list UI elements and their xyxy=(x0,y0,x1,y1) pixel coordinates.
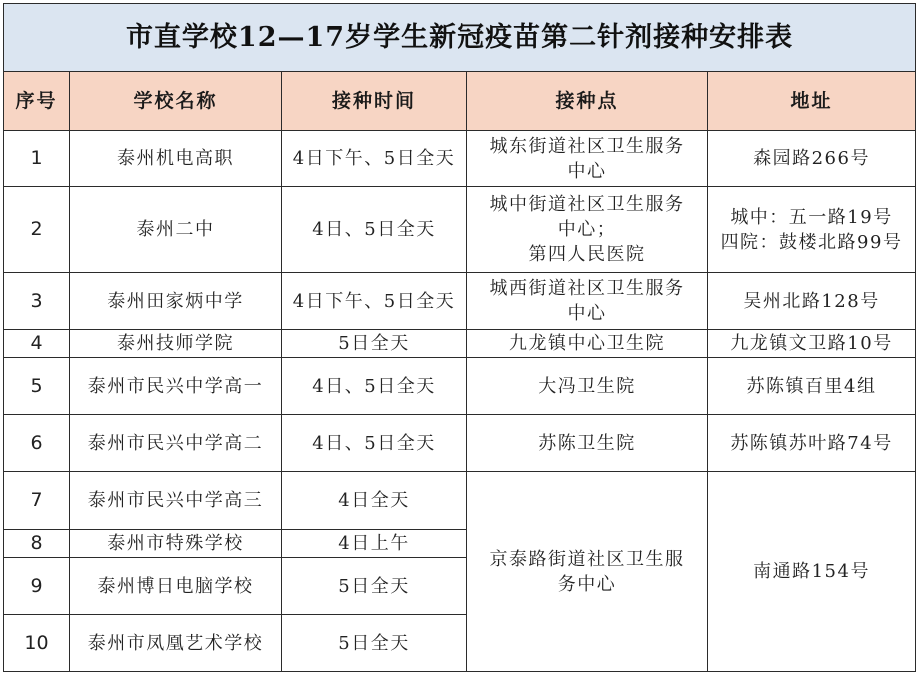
school-name: 泰州市凤凰艺术学校 xyxy=(70,615,282,672)
table-row xyxy=(4,472,916,530)
address xyxy=(708,330,916,358)
site-line: 第四人民医院 xyxy=(528,244,646,265)
header-school: 学校名称 xyxy=(70,72,282,131)
header-time: 接种时间 xyxy=(282,72,467,131)
site-line: 大冯卫生院 xyxy=(538,375,636,397)
address-line: 森园路266号 xyxy=(753,148,870,169)
vaccination-time: 4日下午、5日全天 xyxy=(282,273,467,330)
site-line: 京泰路街道社区卫生服 xyxy=(489,548,685,570)
vaccination-time: 4日、5日全天 xyxy=(282,415,467,472)
merged-address: 南通路154号 xyxy=(708,472,916,672)
merged-vaccination-site xyxy=(467,472,708,672)
table-row xyxy=(4,330,916,358)
header-no: 序号 xyxy=(4,72,70,131)
header-address: 地址 xyxy=(708,72,916,131)
row-no: 8 xyxy=(4,530,70,558)
vaccination-time: 5日全天 xyxy=(282,615,467,672)
row-no: 5 xyxy=(4,358,70,415)
address xyxy=(708,273,916,330)
table-row xyxy=(4,131,916,187)
address-line: 苏陈镇苏叶路74号 xyxy=(730,432,893,454)
table-title: 市直学校12—17岁学生新冠疫苗第二针剂接种安排表 xyxy=(4,4,916,72)
address xyxy=(708,131,916,187)
vaccination-site xyxy=(467,131,708,187)
row-no: 7 xyxy=(4,472,70,530)
table-row xyxy=(4,187,916,273)
row-no: 6 xyxy=(4,415,70,472)
address-line: 苏陈镇百里4组 xyxy=(746,375,877,397)
row-no: 2 xyxy=(4,187,70,273)
address-line: 吴州北路128号 xyxy=(743,290,880,312)
school-name: 泰州二中 xyxy=(70,187,282,273)
vaccination-time: 4日下午、5日全天 xyxy=(282,131,467,187)
row-no: 1 xyxy=(4,131,70,187)
school-name: 泰州田家炳中学 xyxy=(70,273,282,330)
title-row xyxy=(4,4,916,72)
site-line: 九龙镇中心卫生院 xyxy=(509,333,665,354)
site-line: 中心 xyxy=(567,160,607,182)
header-site: 接种点 xyxy=(467,72,708,131)
site-line: 中心 xyxy=(567,303,607,324)
address xyxy=(708,187,916,273)
site-line: 务中心 xyxy=(557,573,617,595)
vaccination-site xyxy=(467,415,708,472)
school-name: 泰州市民兴中学高一 xyxy=(70,358,282,415)
site-line: 中心； xyxy=(557,219,617,240)
table-row xyxy=(4,273,916,330)
vaccination-time: 5日全天 xyxy=(282,558,467,615)
row-no: 10 xyxy=(4,615,70,672)
site-line: 城西街道社区卫生服务 xyxy=(489,278,685,299)
vaccination-time: 4日、5日全天 xyxy=(282,358,467,415)
address xyxy=(708,415,916,472)
vaccination-time: 4日、5日全天 xyxy=(282,187,467,273)
address-line: 城中：五一路19号 xyxy=(730,206,893,228)
site-line: 苏陈卫生院 xyxy=(538,432,636,454)
address xyxy=(708,358,916,415)
table-row xyxy=(4,415,916,472)
school-name: 泰州机电高职 xyxy=(70,131,282,187)
school-name: 泰州市民兴中学高三 xyxy=(70,472,282,530)
vaccination-time: 4日全天 xyxy=(282,472,467,530)
address-line: 九龙镇文卫路10号 xyxy=(730,333,893,354)
site-line: 城中街道社区卫生服务 xyxy=(489,194,685,215)
vaccination-time: 4日上午 xyxy=(282,530,467,558)
row-no: 4 xyxy=(4,330,70,358)
site-line: 城东街道社区卫生服务 xyxy=(489,135,685,157)
vaccination-site xyxy=(467,187,708,273)
school-name: 泰州市特殊学校 xyxy=(70,530,282,558)
vaccination-schedule-table xyxy=(3,3,916,672)
school-name: 泰州技师学院 xyxy=(70,330,282,358)
school-name: 泰州市民兴中学高二 xyxy=(70,415,282,472)
row-no: 3 xyxy=(4,273,70,330)
vaccination-site xyxy=(467,330,708,358)
vaccination-site xyxy=(467,273,708,330)
vaccination-time: 5日全天 xyxy=(282,330,467,358)
school-name: 泰州博日电脑学校 xyxy=(70,558,282,615)
address-line: 四院：鼓楼北路99号 xyxy=(720,231,903,253)
table-row xyxy=(4,358,916,415)
row-no: 9 xyxy=(4,558,70,615)
vaccination-site xyxy=(467,358,708,415)
header-row xyxy=(4,72,916,131)
